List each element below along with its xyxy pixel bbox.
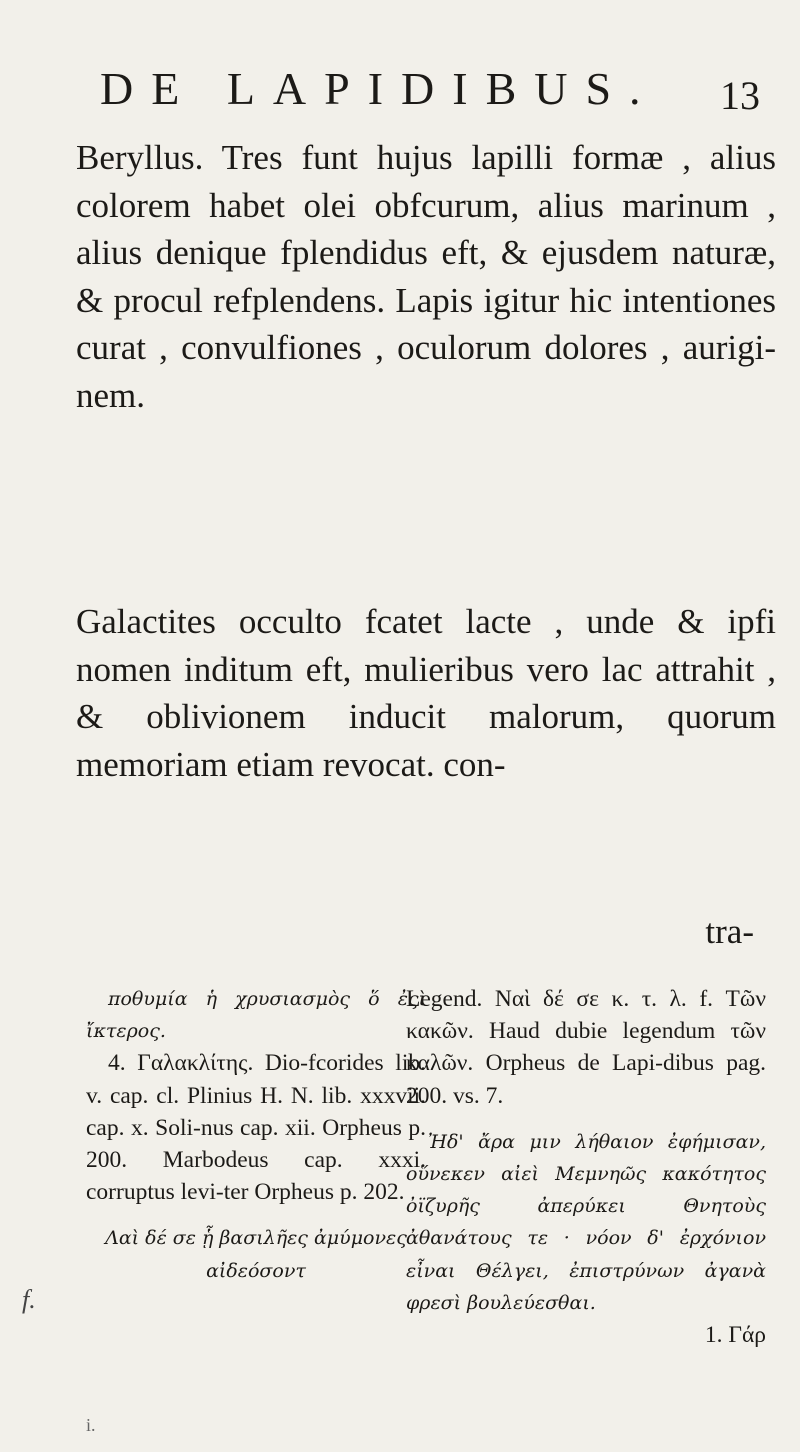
- margin-annotation: f.: [22, 1285, 36, 1314]
- paragraph-beryllus: [76, 134, 776, 419]
- paragraph-galactites: [76, 598, 776, 788]
- footnotes-right-column: [406, 983, 766, 1351]
- stray-mark: i.: [86, 1415, 96, 1435]
- footnote-legend: Legend. Ναὶ δέ σε κ. τ. λ. f. Τῶν κακῶν. Haud dubie legendum τῶν καλῶν. Orpheus de Lapi-dibus pag. 200. vs. 7.: [406, 986, 766, 1109]
- header-title: DE LAPIDIBUS.: [100, 63, 659, 114]
- footnote-catchword: 1. Γάρ: [704, 1322, 766, 1349]
- footnote-greek-line: ποθυμία ἡ χρυσιασμὸς ὅ ἐςὶ ἴκτερος.: [86, 988, 426, 1043]
- paragraph-text: Beryllus. Tres funt hujus lapilli formæ , alius colorem habet olei obfcurum, alius marinum , alius denique fplendidus eft, & ejusdem naturæ, & procul refplendens. Lapis igitur hic intentiones curat , convulfiones , oculorum dolores , aurigi-nem.: [76, 138, 776, 415]
- catchword: tra-: [705, 912, 754, 951]
- footnote-greek-verse: Λαὶ δέ σε ᾗ βασιλῆες ἀμύμονες αἰδεόσοντ: [105, 1227, 407, 1282]
- running-header: [100, 62, 760, 118]
- footnotes-left-column: [86, 983, 426, 1287]
- footnote-greek-verse: Ἠδ' ἄρα μιν λήθαιον ἐφήμισαν, οὕνεκεν αἰεὶ Μεμνηῶς κακότητος ὀϊζυρῆς ἀπερύκει Θνητοὺς ἀθανάτους τε · νόον δ' ἐρχόνιον εἶναι Θέλγει, ἐπιστρύνων ἀγανὰ φρεσὶ βουλεύεσθαι.: [406, 1130, 766, 1314]
- page-number: 13: [720, 73, 760, 118]
- footnote-4: 4. Γαλακλίτης. Dio-fcorides lib. v. cap. cl. Plinius H. N. lib. xxxvii. cap. x. Soli-nus cap. xii. Orpheus p. 200. Marbodeus cap. xxxi. corruptus levi-ter Orpheus p. 202.: [86, 1050, 426, 1206]
- paragraph-text: Galactites occulto fcatet lacte , unde & ipfi nomen inditum eft, mulieribus vero lac attrahit , & oblivionem inducit malorum, quorum memoriam etiam revocat. con-: [76, 602, 776, 784]
